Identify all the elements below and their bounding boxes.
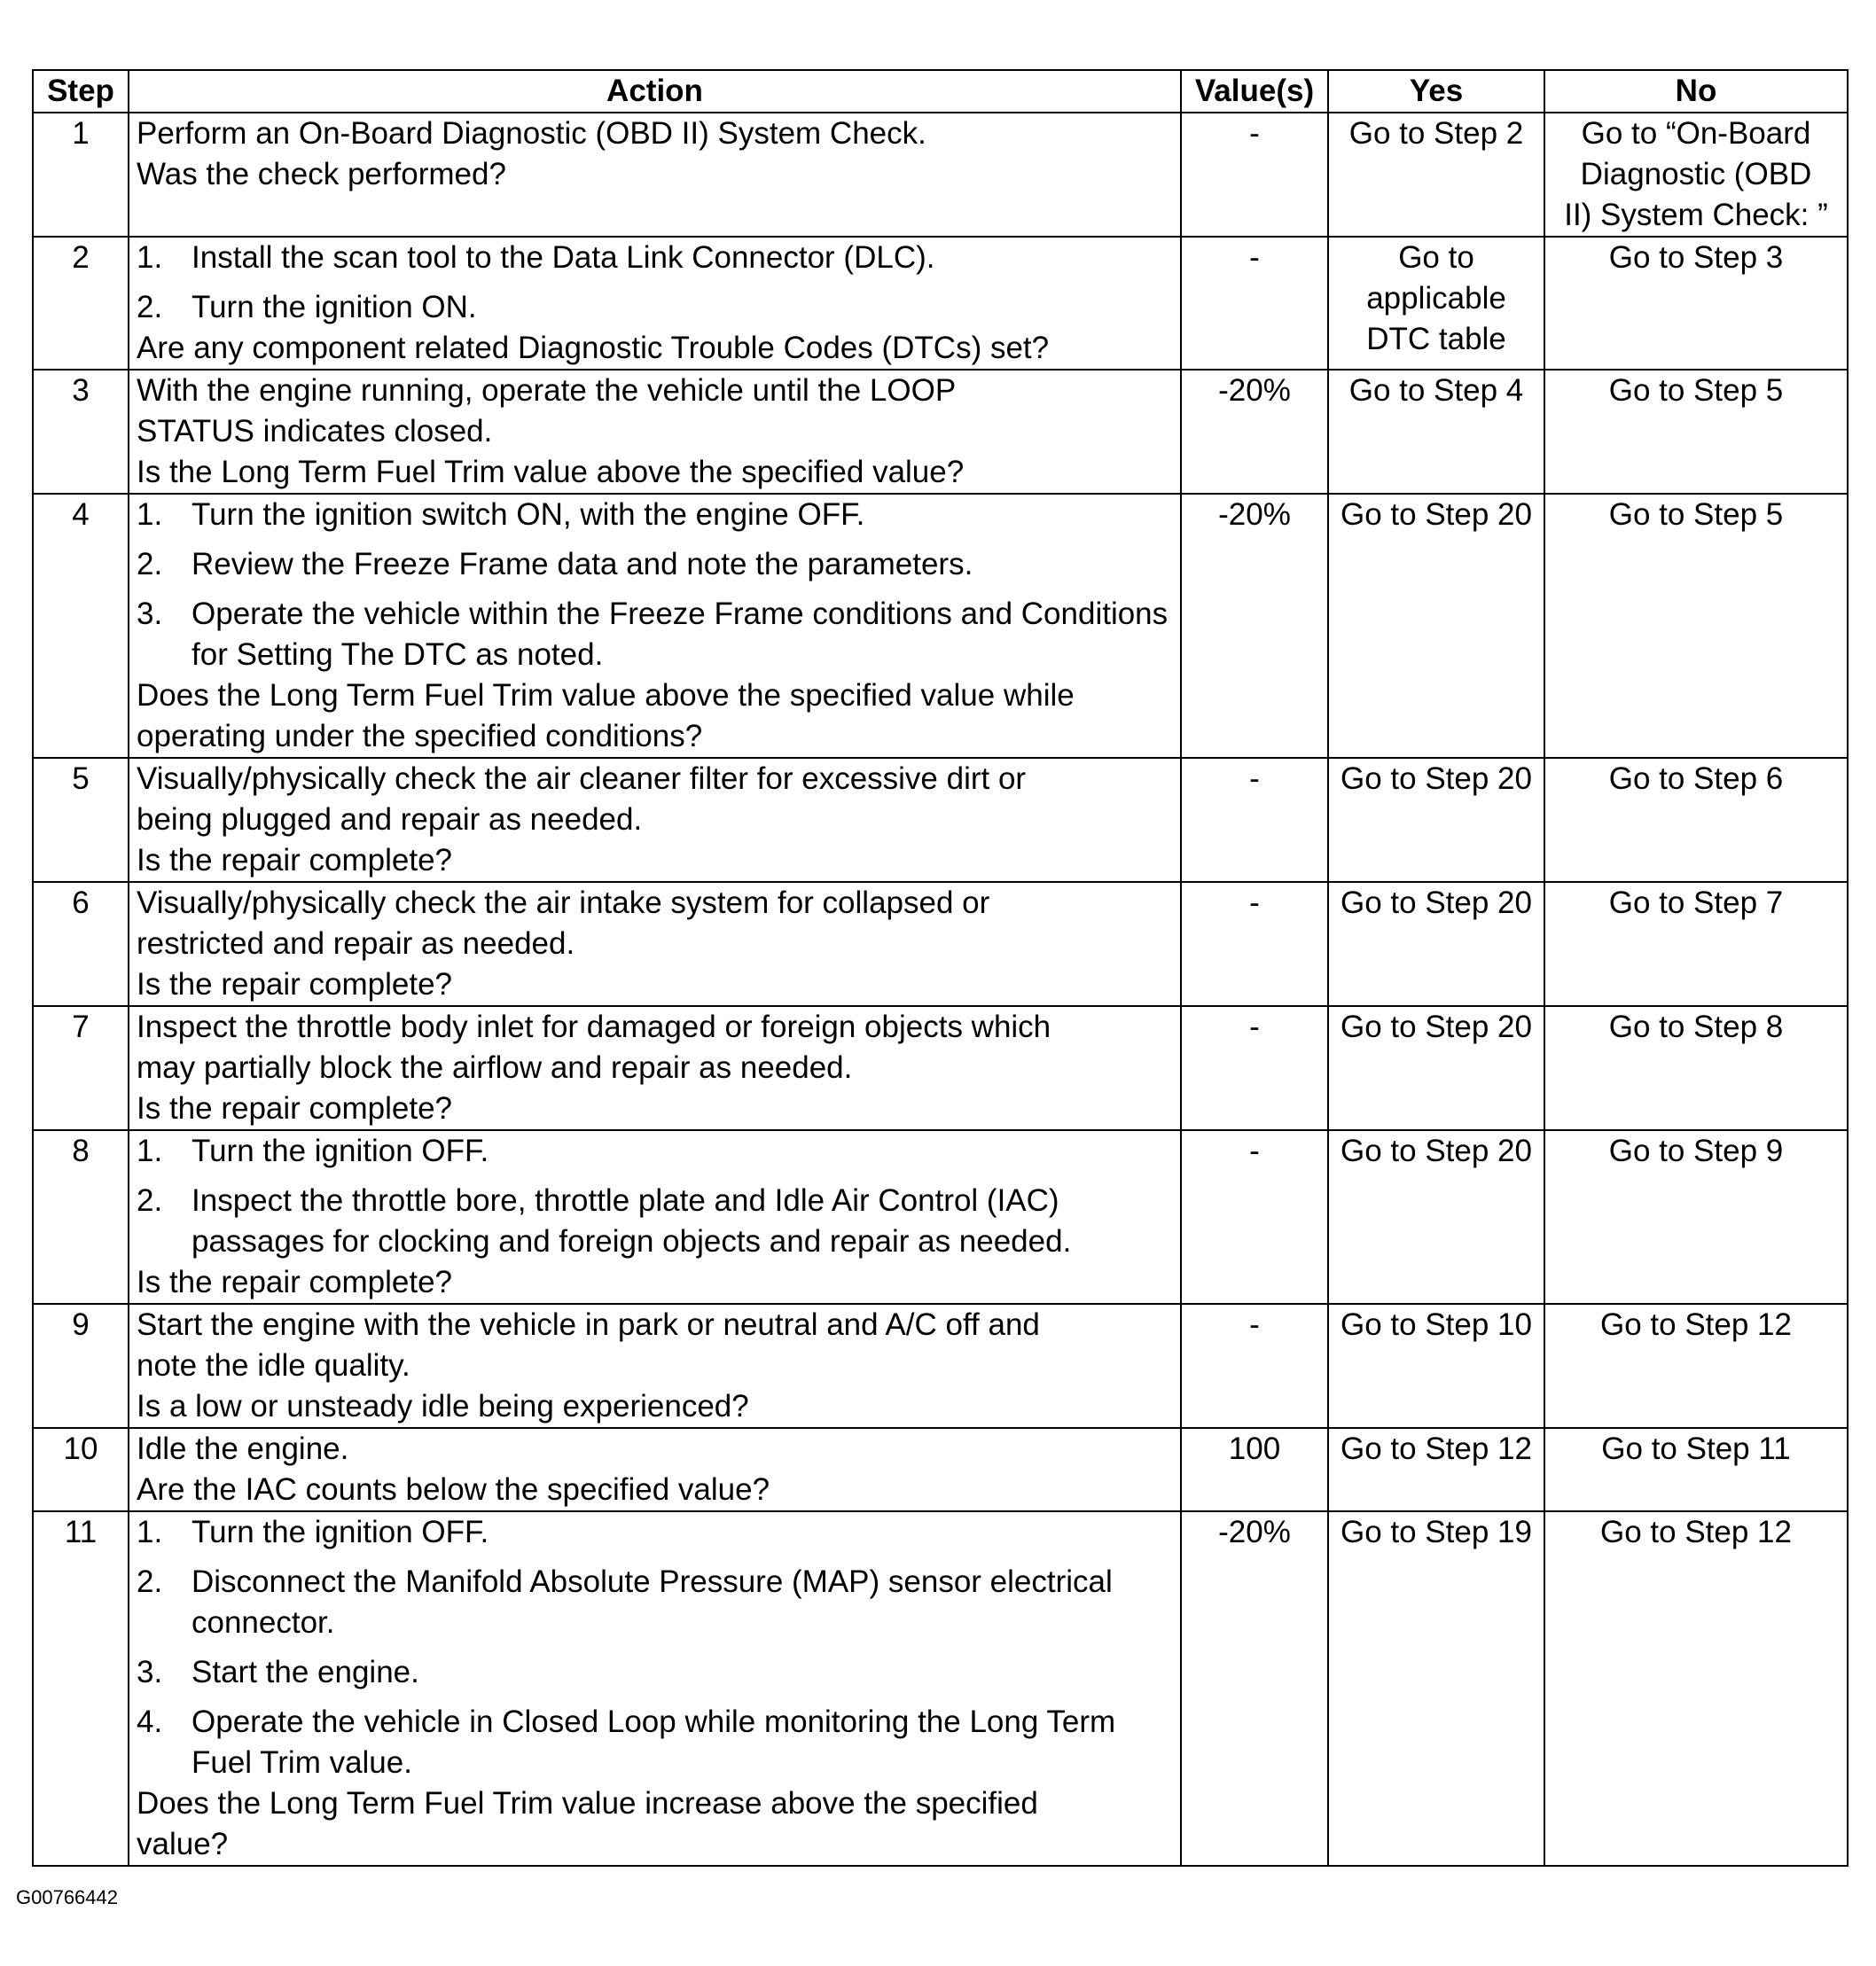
- action-cell: [129, 882, 1181, 1006]
- no-text-line: Go to Step 12: [1600, 1307, 1792, 1342]
- action-text-line: STATUS indicates closed.: [137, 414, 493, 449]
- action-text-line: Idle the engine.: [137, 1432, 349, 1466]
- yes-text-line: Go to Step 20: [1341, 1134, 1532, 1168]
- no-cell: [1544, 758, 1848, 882]
- no-text-line: Go to Step 7: [1608, 885, 1784, 920]
- value-cell: 100: [1181, 1428, 1328, 1511]
- table-row: [33, 1304, 1848, 1428]
- action-substep-text: Turn the ignition switch ON, with the engine OFF.: [192, 497, 865, 532]
- table-row: [33, 1130, 1848, 1304]
- value-cell: -: [1181, 1304, 1328, 1428]
- action-substep-number: 2.: [137, 1183, 163, 1218]
- action-question: operating under the specified conditions?: [137, 719, 703, 753]
- action-text-line: Visually/physically check the air intake system for collapsed or: [137, 885, 990, 920]
- action-text-line: Visually/physically check the air cleaner filter for excessive dirt or: [137, 761, 1027, 796]
- action-substep: [137, 1562, 1175, 1643]
- yes-text-line: Go to: [1398, 240, 1474, 275]
- action-question: Is the repair complete?: [137, 1265, 453, 1299]
- action-substep: [137, 1131, 1175, 1172]
- yes-text-line: Go to Step 10: [1341, 1307, 1532, 1342]
- table-row: [33, 758, 1848, 882]
- step-number-cell: 11: [33, 1511, 129, 1866]
- table-row: [33, 237, 1848, 370]
- header-yes: Yes: [1328, 70, 1544, 113]
- no-text-line: II) System Check: ”: [1564, 198, 1828, 232]
- action-substep-number: 1.: [137, 497, 163, 532]
- yes-cell: [1328, 882, 1544, 1006]
- step-number-cell: 2: [33, 237, 129, 370]
- action-substep-text: Inspect the throttle bore, throttle plate and Idle Air Control (IAC) passages for clocking and foreign objects and repair as needed.: [192, 1183, 1072, 1259]
- action-cell: [129, 113, 1181, 237]
- no-text-line: Go to Step 9: [1608, 1134, 1784, 1168]
- step-number-cell: 9: [33, 1304, 129, 1428]
- yes-text-line: Go to Step 2: [1348, 116, 1524, 151]
- action-substep-text: Turn the ignition OFF.: [192, 1515, 489, 1549]
- action-question: Is the repair complete?: [137, 843, 453, 878]
- action-substep-text: Disconnect the Manifold Absolute Pressure (MAP) sensor electrical connector.: [192, 1564, 1113, 1640]
- table-body: [33, 113, 1848, 1866]
- action-cell: [129, 1511, 1181, 1866]
- no-cell: [1544, 494, 1848, 758]
- action-question: Is the repair complete?: [137, 1091, 453, 1126]
- action-substep-text: Review the Freeze Frame data and note the parameters.: [192, 547, 973, 581]
- table-row: [33, 882, 1848, 1006]
- header-no: No: [1544, 70, 1848, 113]
- no-cell: [1544, 1511, 1848, 1866]
- action-substep: [137, 1181, 1175, 1262]
- action-substep-text: Install the scan tool to the Data Link Connector (DLC).: [192, 240, 935, 275]
- action-substep: [137, 544, 1175, 585]
- no-cell: [1544, 1304, 1848, 1428]
- yes-cell: [1328, 1428, 1544, 1511]
- step-number-cell: 7: [33, 1006, 129, 1130]
- action-text-line: being plugged and repair as needed.: [137, 802, 643, 837]
- header-action: Action: [129, 70, 1181, 113]
- yes-cell: [1328, 370, 1544, 494]
- step-number-cell: 10: [33, 1428, 129, 1511]
- action-text-line: With the engine running, operate the vehicle until the LOOP: [137, 373, 957, 408]
- table-row: [33, 370, 1848, 494]
- yes-text-line: Go to Step 12: [1341, 1432, 1532, 1466]
- action-text-line: Inspect the throttle body inlet for damaged or foreign objects which: [137, 1010, 1051, 1044]
- no-text-line: Go to “On-Board: [1581, 116, 1811, 151]
- step-number-cell: 3: [33, 370, 129, 494]
- step-number-cell: 8: [33, 1130, 129, 1304]
- yes-cell: [1328, 1130, 1544, 1304]
- no-text-line: Go to Step 3: [1608, 240, 1784, 275]
- no-text-line: Go to Step 11: [1601, 1432, 1791, 1466]
- no-cell: [1544, 1130, 1848, 1304]
- no-text-line: Go to Step 12: [1600, 1515, 1792, 1549]
- yes-cell: [1328, 758, 1544, 882]
- yes-text-line: applicable: [1366, 281, 1506, 316]
- action-substep: [137, 238, 1175, 278]
- table-row: [33, 1428, 1848, 1511]
- no-cell: [1544, 1428, 1848, 1511]
- value-cell: -: [1181, 237, 1328, 370]
- action-substep-number: 1.: [137, 1134, 163, 1168]
- action-question: value?: [137, 1827, 229, 1861]
- header-values: Value(s): [1181, 70, 1328, 113]
- yes-text-line: DTC table: [1366, 322, 1506, 356]
- action-substep-text: Start the engine.: [192, 1655, 419, 1689]
- action-cell: [129, 237, 1181, 370]
- action-question: Are any component related Diagnostic Trouble Codes (DTCs) set?: [137, 331, 1050, 365]
- header-step: Step: [33, 70, 129, 113]
- no-cell: [1544, 370, 1848, 494]
- value-cell: -: [1181, 1006, 1328, 1130]
- action-substep-text: Turn the ignition OFF.: [192, 1134, 489, 1168]
- table-header-row: [33, 70, 1848, 113]
- value-cell: -20%: [1181, 370, 1328, 494]
- value-cell: -20%: [1181, 1511, 1328, 1866]
- action-substep-text: Operate the vehicle in Closed Loop while monitoring the Long Term Fuel Trim value.: [192, 1705, 1116, 1780]
- action-substep-number: 2.: [137, 547, 163, 581]
- no-cell: [1544, 113, 1848, 237]
- action-question: Does the Long Term Fuel Trim value above the specified value while: [137, 678, 1075, 713]
- yes-text-line: Go to Step 20: [1341, 761, 1532, 796]
- action-cell: [129, 1304, 1181, 1428]
- action-substep: [137, 495, 1175, 535]
- yes-cell: [1328, 237, 1544, 370]
- table-row: [33, 494, 1848, 758]
- yes-cell: [1328, 494, 1544, 758]
- no-text-line: Go to Step 5: [1608, 373, 1784, 408]
- action-question: Is the repair complete?: [137, 967, 453, 1002]
- action-cell: [129, 1428, 1181, 1511]
- no-cell: [1544, 237, 1848, 370]
- table-row: [33, 1511, 1848, 1866]
- action-question: Is a low or unsteady idle being experienced?: [137, 1389, 749, 1424]
- yes-text-line: Go to Step 20: [1341, 497, 1532, 532]
- value-cell: -: [1181, 113, 1328, 237]
- no-text-line: Go to Step 5: [1608, 497, 1784, 532]
- action-substep-text: Turn the ignition ON.: [192, 290, 477, 324]
- action-substep: [137, 594, 1175, 675]
- no-text-line: Go to Step 6: [1608, 761, 1784, 796]
- action-substep-number: 4.: [137, 1705, 163, 1739]
- step-number-cell: 1: [33, 113, 129, 237]
- yes-text-line: Go to Step 19: [1341, 1515, 1532, 1549]
- action-substep: [137, 287, 1175, 328]
- value-cell: -: [1181, 758, 1328, 882]
- action-cell: [129, 1006, 1181, 1130]
- action-substep-number: 3.: [137, 1655, 163, 1689]
- action-text-line: restricted and repair as needed.: [137, 926, 575, 961]
- action-question: Does the Long Term Fuel Trim value increase above the specified: [137, 1786, 1038, 1821]
- yes-text-line: Go to Step 20: [1341, 1010, 1532, 1044]
- action-question: Is the Long Term Fuel Trim value above the specified value?: [137, 455, 965, 489]
- yes-cell: [1328, 113, 1544, 237]
- step-number-cell: 5: [33, 758, 129, 882]
- table-row: [33, 1006, 1848, 1130]
- no-text-line: Diagnostic (OBD: [1580, 157, 1812, 191]
- value-cell: -: [1181, 882, 1328, 1006]
- yes-text-line: Go to Step 20: [1341, 885, 1532, 920]
- value-cell: -: [1181, 1130, 1328, 1304]
- action-text-line: Perform an On-Board Diagnostic (OBD II) System Check.: [137, 116, 926, 151]
- no-cell: [1544, 882, 1848, 1006]
- yes-text-line: Go to Step 4: [1348, 373, 1524, 408]
- no-cell: [1544, 1006, 1848, 1130]
- action-substep-number: 1.: [137, 240, 163, 275]
- action-cell: [129, 758, 1181, 882]
- action-question: Was the check performed?: [137, 157, 506, 191]
- action-substep: [137, 1512, 1175, 1553]
- yes-cell: [1328, 1006, 1544, 1130]
- action-text-line: note the idle quality.: [137, 1348, 410, 1383]
- figure-id: G00766442: [16, 1886, 118, 1908]
- step-number-cell: 6: [33, 882, 129, 1006]
- yes-cell: [1328, 1304, 1544, 1428]
- action-cell: [129, 494, 1181, 758]
- action-substep: [137, 1702, 1175, 1783]
- action-substep-number: 2.: [137, 1564, 163, 1599]
- table-row: [33, 113, 1848, 237]
- action-substep-number: 3.: [137, 597, 163, 631]
- action-substep-number: 2.: [137, 290, 163, 324]
- action-text-line: may partially block the airflow and repair as needed.: [137, 1050, 853, 1085]
- action-substep-text: Operate the vehicle within the Freeze Frame conditions and Conditions for Setting The DTC as noted.: [192, 597, 1169, 672]
- action-question: Are the IAC counts below the specified value?: [137, 1472, 770, 1507]
- value-cell: -20%: [1181, 494, 1328, 758]
- diagnostic-table: [32, 69, 1849, 1867]
- step-number-cell: 4: [33, 494, 129, 758]
- yes-cell: [1328, 1511, 1544, 1866]
- action-cell: [129, 370, 1181, 494]
- action-cell: [129, 1130, 1181, 1304]
- action-substep: [137, 1652, 1175, 1693]
- action-substep-number: 1.: [137, 1515, 163, 1549]
- action-text-line: Start the engine with the vehicle in park or neutral and A/C off and: [137, 1307, 1040, 1342]
- no-text-line: Go to Step 8: [1608, 1010, 1784, 1044]
